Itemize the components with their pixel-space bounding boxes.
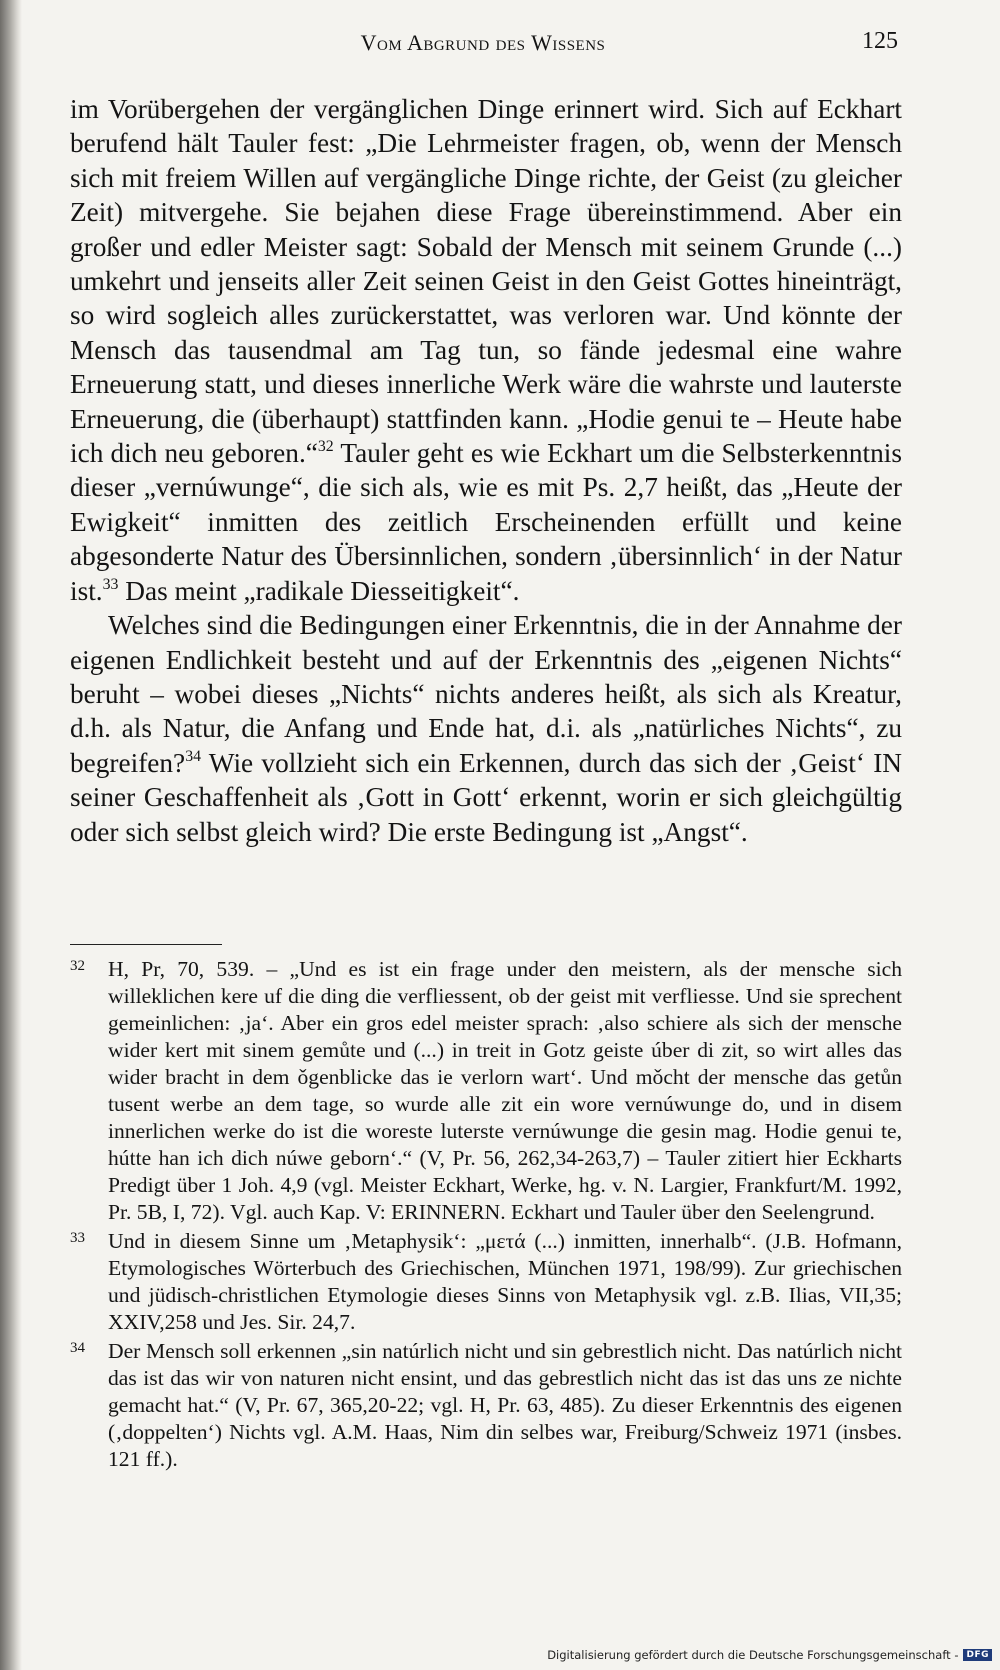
footnote-text: Der Mensch soll erkennen „sin natúrlich nicht und sin gebrestlich nicht. Das natúrlich nicht das ist das wir von naturen nicht ensint, und das gebrestlich nicht das ist das uns ze nichte gemacht hat.“ (V, Pr. 67, 365,20-22; vgl. H, Pr. 63, 485). Zu dieser Erkenntnis des eigenen (‚doppelten‘) Nichts vgl. A.M. Haas, Nim din selbes war, Freiburg/Schweiz 1971 (insbes. 121 ff.).: [108, 1339, 902, 1471]
page-number: 125: [862, 28, 898, 54]
footnote-33: [70, 1228, 902, 1336]
paragraph-1-text-c: Das meint „radikale Diesseitigkeit“.: [118, 575, 520, 606]
footnote-text: Und in diesem Sinne um ‚Metaphysik‘: „μετά (...) inmitten, innerhalb“. (J.B. Hofmann, Etymologisches Wörterbuch des Griechischen, München 1971, 198/99). Zur griechischen und jüdisch-christlichen Etymologie dieses Sinns von Metaphysik vgl. z.B. Ilias, VII,35; XXIV,258 und Jes. Sir. 24,7.: [108, 1229, 902, 1334]
digitization-footer: [547, 1648, 992, 1662]
paragraph-2: [70, 608, 902, 849]
paragraph-1: [70, 92, 902, 608]
footnote-32: [70, 956, 902, 1226]
paragraph-1-text-b: Tauler geht es wie Eckhart um die Selbsterkenntnis dieser „vernúwunge“, die sich als, wie es mit Ps. 2,7 heißt, das „Heute der Ewigkeit“ inmitten des zeitlich Erscheinenden erfüllt und keine abgesonderte Natur des Übersinnlichen, sondern ‚übersinnlich‘ in der Natur ist.: [70, 438, 902, 606]
footnote-separator: [70, 944, 222, 945]
footnote-marker: 34: [70, 1340, 85, 1356]
paragraph-2-text-b: Wie vollzieht sich ein Erkennen, durch das sich der ‚Geist‘ IN seiner Geschaffenheit als ‚Gott in Gott‘ erkennt, worin er sich gleichgültig oder sich selbst gleich wird? Die erste Bedingung ist „Angst“.: [70, 747, 902, 847]
footnote-34: [70, 1338, 902, 1473]
digitization-credit: Digitalisierung gefördert durch die Deutsche Forschungsgemeinschaft -: [547, 1648, 959, 1662]
main-text: [70, 92, 902, 849]
running-title: Vom Abgrund des Wissens: [360, 30, 606, 55]
footnote-ref-32[interactable]: 32: [317, 438, 334, 456]
footnote-ref-33[interactable]: 33: [102, 575, 119, 593]
footnote-marker: 33: [70, 1230, 85, 1246]
footnote-marker: 32: [70, 958, 85, 974]
paragraph-1-text-a: im Vorübergehen der vergänglichen Dinge erinnert wird. Sich auf Eckhart berufend hält Tauler fest: „Die Lehrmeister fragen, ob, wenn der Mensch sich mit freiem Willen auf vergängliche Dinge richte, der Geist (zu gleicher Zeit) mitvergehe. Sie bejahen diese Frage übereinstimmend. Aber ein großer und edler Meister sagt: Sobald der Mensch mit seinem Grunde (...) umkehrt und jenseits aller Zeit seinen Geist in den Geist Gottes hineinträgt, so wird sogleich alles zurückerstattet, was verloren war. Und könnte der Mensch das tausendmal am Tag tun, so fände jedesmal eine wahre Erneuerung statt, und dieses innerliche Werk wäre die wahrste und lauterste Erneuerung, die (überhaupt) stattfinden kann. „Hodie genui te – Heute habe ich dich neu geboren.“: [70, 94, 902, 469]
book-spine-shadow: [0, 0, 22, 1670]
paragraph-2-text-a: Welches sind die Bedingungen einer Erkenntnis, die in der Annahme der eigenen Endlichkeit besteht und auf der Erkenntnis des „eigenen Nichts“ beruht – wobei dieses „Nichts“ nichts anderes heißt, als sich als Kreatur, d.h. als Natur, die Anfang und Ende hat, d.i. als „natürliches Nichts“, zu begreifen?: [70, 610, 902, 778]
footnote-ref-34[interactable]: 34: [185, 747, 202, 765]
page-header: [68, 22, 898, 58]
footnotes: [70, 956, 902, 1475]
footnote-text: H, Pr, 70, 539. – „Und es ist ein frage under den meistern, als der mensche sich willeklichen kere uf die ding die verfliessent, ob der geist mit verfliesse. Und sie sprechent gemeinlichen: ‚ja‘. Aber ein gros edel meister sprach: ‚also schiere als sich der mensche wider kert mit sinem gemůte und (...) in treit in Gotz geiste úber di zit, so wirt alles das wider bracht in dem ǒgenblicke das ie verlorn wart‘. Und mǒcht der mensche das getůn tusent werbe an dem tage, so wurde alle zit ein wore vernúwunge do, und in disem innerlichen werke do ist die woreste luterste vernúwunge die gesin mag. Hodie genui te, hútte han ich dich núwe geborn‘.“ (V, Pr. 56, 262,34-263,7) – Tauler zitiert hier Eckharts Predigt über 1 Joh. 4,9 (vgl. Meister Eckhart, Werke, hg. v. N. Largier, Frankfurt/M. 1992, Pr. 5B, I, 72). Vgl. auch Kap. V: ERINNERN. Eckhart und Tauler über den Seelengrund.: [108, 957, 902, 1224]
dfg-logo-icon: DFG: [963, 1649, 992, 1661]
